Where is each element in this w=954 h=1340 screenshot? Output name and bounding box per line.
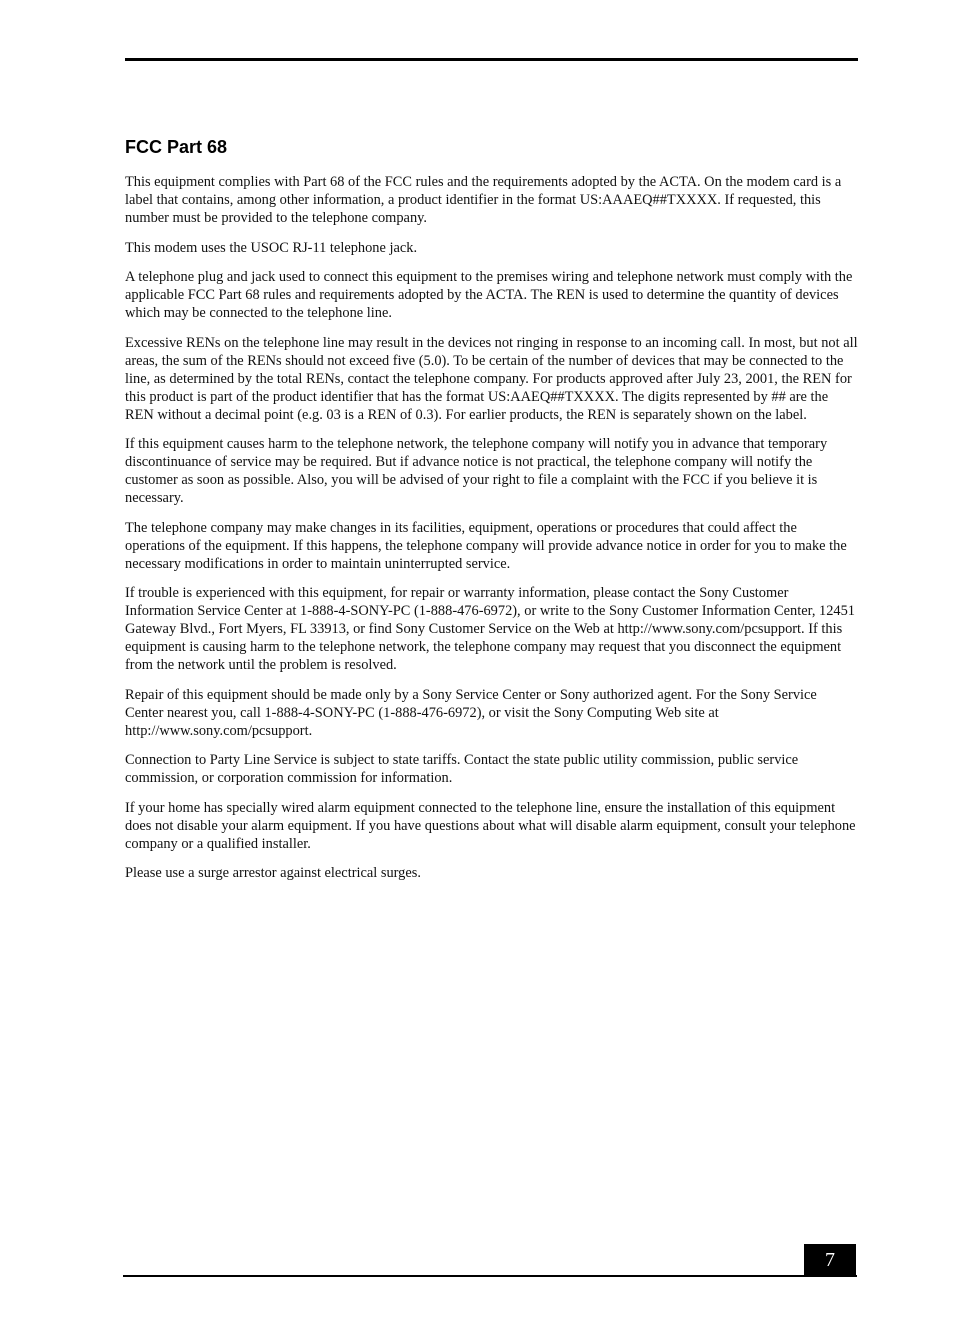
paragraph-10: If your home has specially wired alarm equipment connected to the telephone line, ensure the installation of this equipment does not disable your alarm equipment. If you have questions about what will disable alarm equipment, consult your telephone company or a qualified installer. [125, 799, 856, 852]
paragraph-5: If this equipment causes harm to the telephone network, the telephone company will notify you in advance that temporary discontinuance of service may be required. But if advance notice is not practical, the telephone company will notify the customer as soon as possible. Also, you will be advised of your right to file a complaint with the FCC if you believe it is necessary. [125, 436, 828, 506]
document-body [125, 136, 858, 894]
paragraph-8: Repair of this equipment should be made only by a Sony Service Center or Sony authorized agent. For the Sony Service Center nearest you, call 1-888-4-SONY-PC (1-888-476-6972), or visit the Sony Computing Web site at http://www.sony.com/pcsupport. [125, 686, 817, 739]
header-rule [125, 58, 858, 61]
page-number: 7 [804, 1244, 856, 1277]
section-heading: FCC Part 68 [125, 137, 228, 157]
paragraph-2: This modem uses the USOC RJ-11 telephone jack. [125, 239, 418, 256]
paragraph-4: Excessive RENs on the telephone line may result in the devices not ringing in response to an incoming call. In most, but not all areas, the sum of the RENs should not exceed five (5.0). To be certain of the number of devices that may be connected to the line, as determined by the total RENs, contact the telephone company. For products approved after July 23, 2001, the REN for this product is part of the product identifier that has the format US:AAEQ##TXXXX. The digits represented by ## are the REN without a decimal point (e.g. 03 is a REN of 0.3). For earlier products, the REN is separately shown on the label. [125, 334, 858, 423]
paragraph-11: Please use a surge arrestor against electrical surges. [125, 865, 421, 881]
footer-rule [123, 1275, 857, 1277]
paragraph-3: A telephone plug and jack used to connect this equipment to the premises wiring and telephone network must comply with the applicable FCC Part 68 rules and requirements adopted by the ACTA. The REN is used to determine the quantity of devices which may be connected to the telephone line. [125, 269, 853, 321]
paragraph-6: The telephone company may make changes in its facilities, equipment, operations or procedures that could affect the operations of the equipment. If this happens, the telephone company will provide advance notice in order for you to make the necessary modifications in order to maintain uninterrupted service. [125, 519, 847, 572]
paragraph-9: Connection to Party Line Service is subject to state tariffs. Contact the state public utility commission, public service commission, or corporation commission for information. [125, 752, 799, 786]
paragraph-7: If trouble is experienced with this equipment, for repair or warranty information, please contact the Sony Customer Information Service Center at 1-888-4-SONY-PC (1-888-476-6972), or write to the Sony Customer Information Center, 12451 Gateway Blvd., Fort Myers, FL 33913, or find Sony Customer Service on the Web at http://www.sony.com/pcsupport. If this equipment is causing harm to the telephone network, the telephone company may request that you disconnect the equipment from the network until the problem is resolved. [125, 585, 856, 673]
paragraph-1: This equipment complies with Part 68 of the FCC rules and the requirements adopted by the ACTA. On the modem card is a label that contains, among other information, a product identifier in the format US:AAAEQ##TXXXX. If requested, this number must be provided to the telephone company. [125, 174, 842, 226]
